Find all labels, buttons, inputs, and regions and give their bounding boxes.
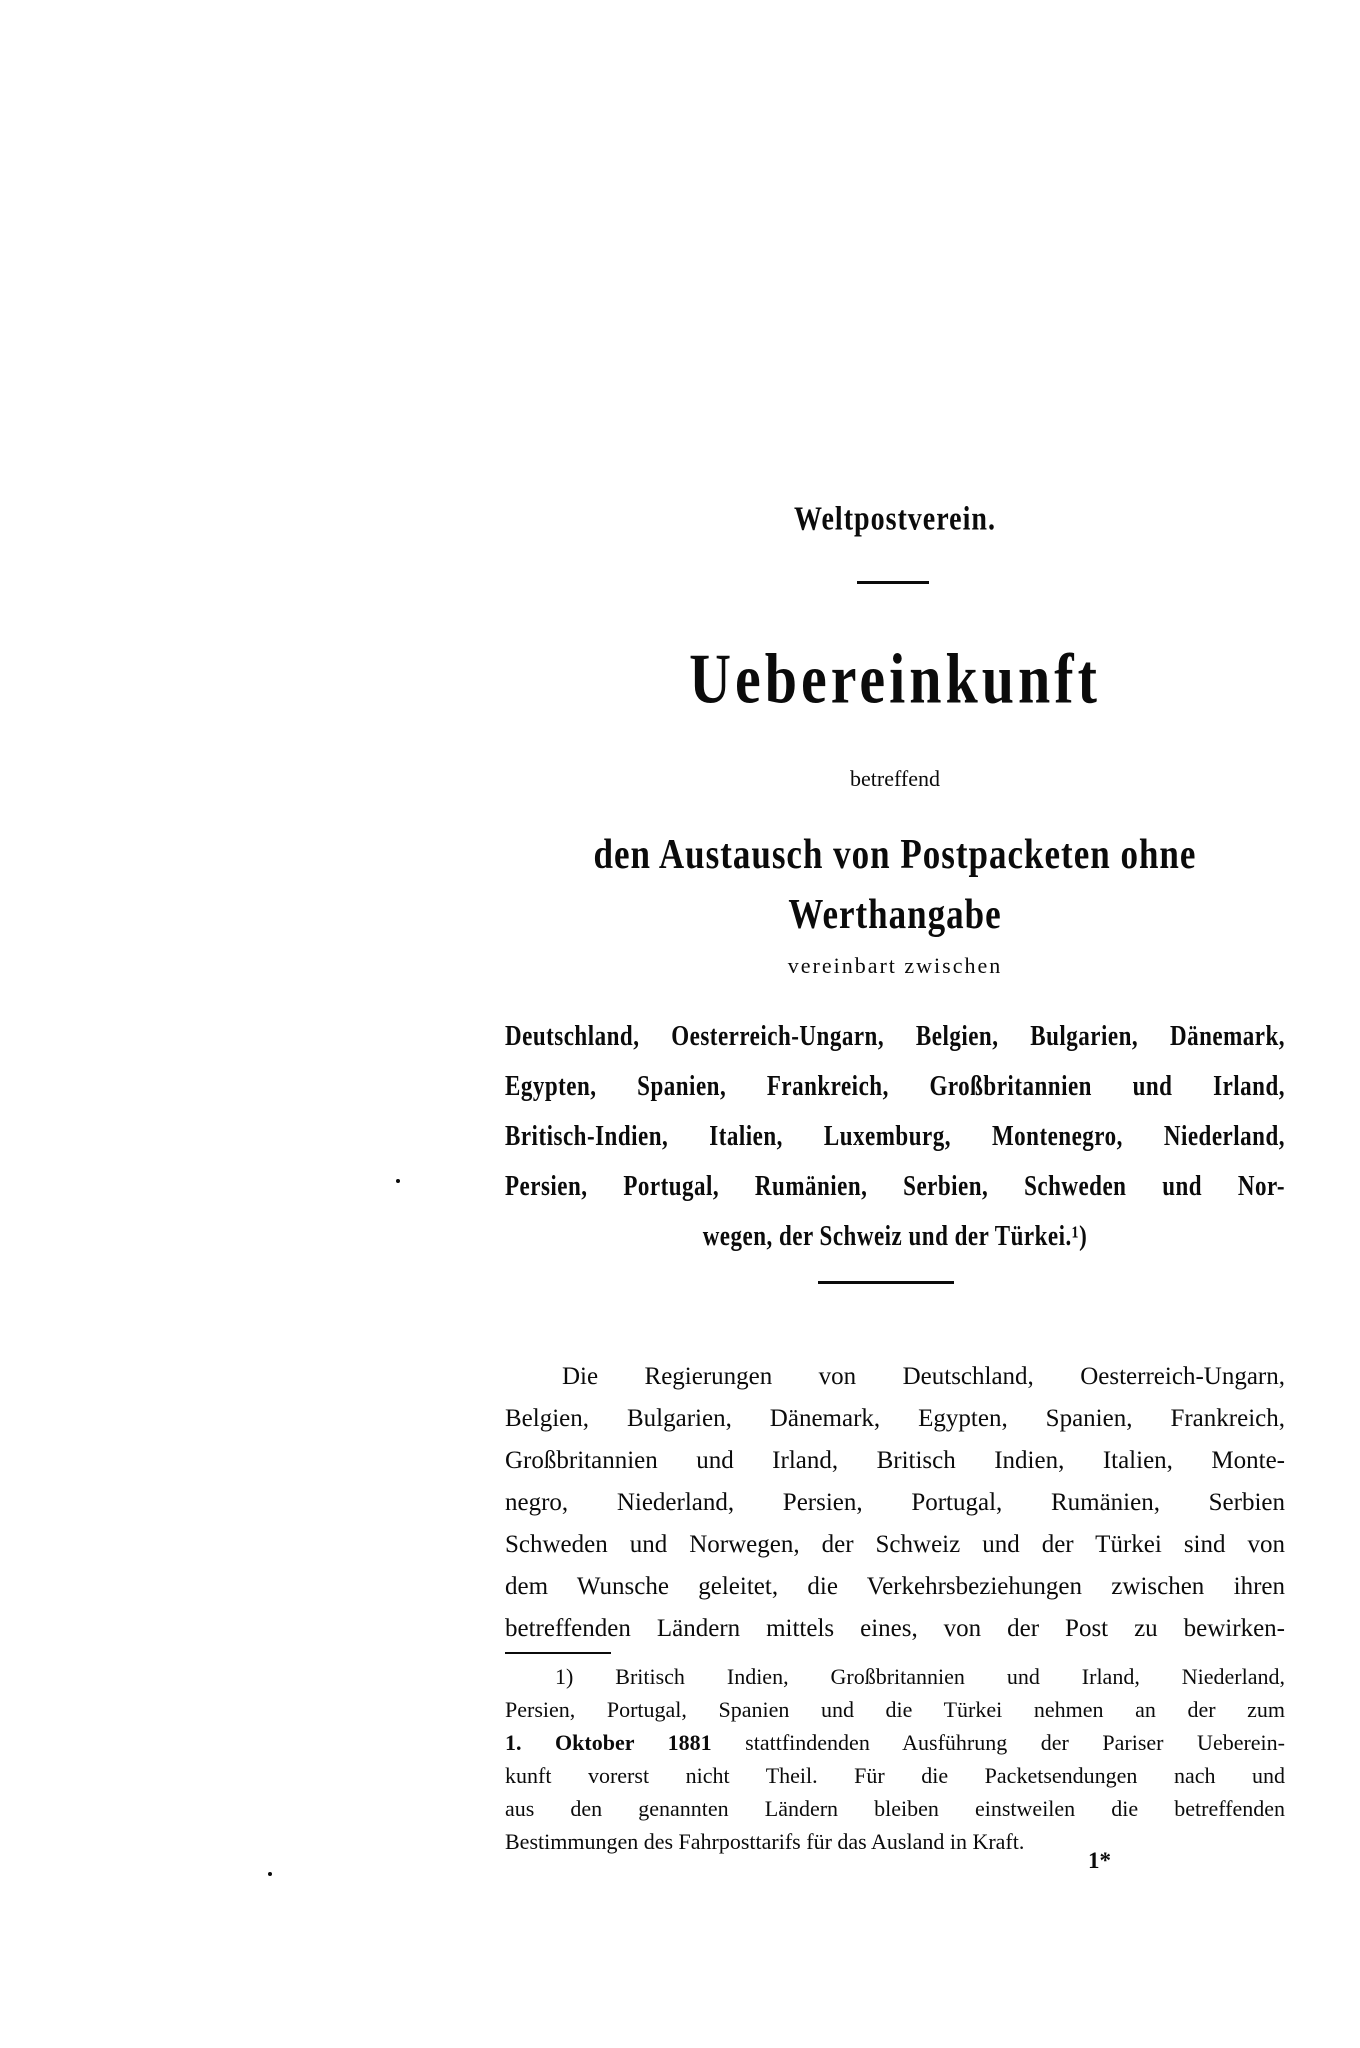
document-subtitle-line-2: Werthangabe [788,890,1002,938]
body-paragraph [505,1356,1285,1650]
body-line-1: Die Regierungen von Deutschland, Oesterreich-Ungarn, [562,1363,1285,1390]
footnote [505,1660,1285,1858]
countries-list [505,1008,1285,1258]
footnote-line-4: kunft vorerst nicht Theil. Für die Packetsendungen nach und [505,1763,1285,1788]
agreement-phrase: vereinbart zwischen [787,953,1003,978]
footnote-line-3-rest: stattfindenden Ausführung der Pariser Ueberein- [711,1730,1285,1755]
subtitle-prefix: betreffend [850,766,940,791]
footnote-date-bold: 1. Oktober 1881 [505,1730,712,1755]
page-signature-mark: 1* [1088,1848,1111,1873]
footnote-line-2: Persien, Portugal, Spanien und die Türkei nehmen an der zum [505,1697,1285,1722]
document-subtitle-line-1: den Austausch von Postpacketen ohne [593,830,1197,878]
series-title: Weltpostverein. [794,500,996,538]
body-line-6: dem Wunsche geleitet, die Verkehrsbeziehungen zwischen ihren [505,1573,1285,1600]
divider-rule-top [857,581,929,584]
countries-line-2: Egypten, Spanien, Frankreich, Großbritannien und Irland, [505,1070,1285,1101]
body-line-5: Schweden und Norwegen, der Schweiz und der Türkei sind von [505,1531,1285,1558]
body-line-3: Großbritannien und Irland, Britisch Indien, Italien, Monte- [505,1447,1285,1474]
countries-line-5: wegen, der Schweiz und der Türkei.¹) [702,1220,1088,1251]
footnote-line-1: 1) Britisch Indien, Großbritannien und Irland, Niederland, [555,1664,1285,1689]
footnote-line-3 [505,1726,1285,1759]
body-line-4: negro, Niederland, Persien, Portugal, Rumänien, Serbien [505,1489,1285,1516]
body-line-7: betreffenden Ländern mittels eines, von der Post zu bewirken- [505,1615,1285,1642]
body-line-2: Belgien, Bulgarien, Dänemark, Egypten, Spanien, Frankreich, [505,1405,1285,1432]
document-title: Uebereinkunft [689,639,1101,719]
footnote-separator-rule [505,1652,611,1654]
ink-speck [268,1872,272,1876]
footnote-line-5: aus den genannten Ländern bleiben einstweilen die betreffenden [505,1796,1285,1821]
ink-speck [396,1179,400,1183]
divider-rule-middle [818,1281,954,1284]
countries-line-3: Britisch-Indien, Italien, Luxemburg, Montenegro, Niederland, [505,1120,1285,1151]
footnote-line-6: Bestimmungen des Fahrposttarifs für das Ausland in Kraft. [505,1829,1025,1854]
countries-line-1: Deutschland, Oesterreich-Ungarn, Belgien, Bulgarien, Dänemark, [505,1020,1285,1051]
countries-line-4: Persien, Portugal, Rumänien, Serbien, Schweden und Nor- [505,1170,1285,1201]
